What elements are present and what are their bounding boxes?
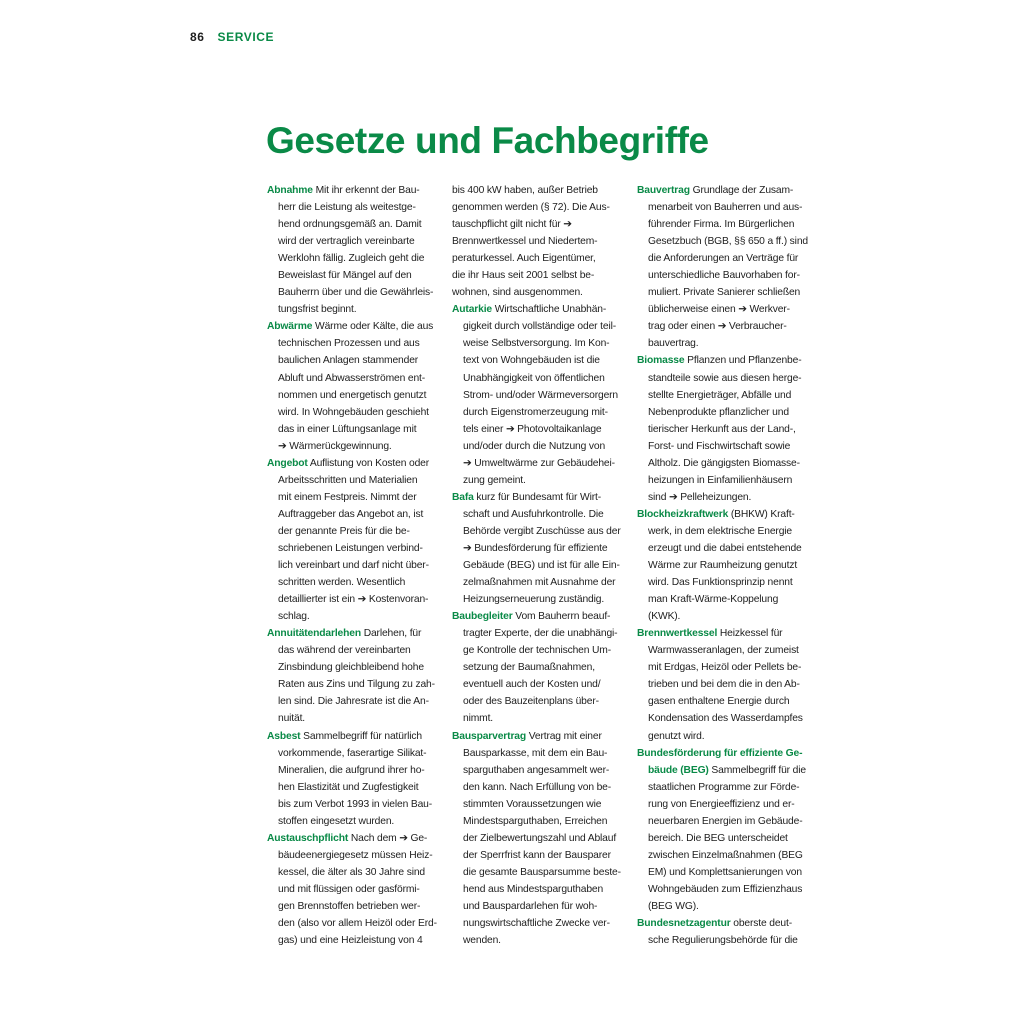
definition-line: erzeugt und die dabei entstehende bbox=[648, 542, 802, 554]
definition-line: Gesetzbuch (BGB, §§ 650 a ff.) sind bbox=[648, 236, 808, 248]
definition-line: tragter Experte, der die unabhängi- bbox=[463, 628, 618, 640]
definition-text: oberste deut- bbox=[730, 918, 792, 930]
definition-line: kessel, die älter als 30 Jahre sind bbox=[278, 866, 425, 878]
definition-line: Nebenprodukte pflanzlicher und bbox=[648, 406, 789, 418]
definition-line: sparguthaben angesammelt wer- bbox=[463, 764, 610, 776]
definition-line: tungsfrist beginnt. bbox=[278, 304, 357, 316]
definition-text: Auflistung von Kosten oder bbox=[307, 457, 430, 469]
definition-text: Darlehen, für bbox=[360, 628, 422, 640]
definition-line: Behörde vergibt Zuschüsse aus der bbox=[463, 525, 621, 537]
definition-line: die gesamte Bausparsumme beste- bbox=[463, 866, 621, 878]
definition-line: wird. In Wohngebäuden geschieht bbox=[278, 406, 429, 418]
definition-line: den (also vor allem Heizöl oder Erd- bbox=[278, 918, 437, 930]
definition-text: Vertrag mit einer bbox=[526, 730, 602, 742]
definition-line: werk, in dem elektrische Energie bbox=[648, 525, 792, 537]
glossary-entry bbox=[637, 182, 809, 352]
definition-line: Mineralien, die aufgrund ihrer ho- bbox=[278, 764, 425, 776]
definition-line: ge Kontrolle der technischen Um- bbox=[463, 645, 612, 657]
definition-line: nommen und energetisch genutzt bbox=[278, 389, 427, 401]
definition-line: Warmwasseranlagen, der zumeist bbox=[648, 645, 799, 657]
definition-line: wohnen, sind ausgenommen. bbox=[452, 287, 583, 299]
definition-line: eventuell auch der Kosten und/ bbox=[463, 679, 601, 691]
definition-line: vorkommende, faserartige Silikat- bbox=[278, 747, 427, 759]
definition-line: Gebäude (BEG) und ist für alle Ein- bbox=[463, 560, 620, 572]
glossary-term: Bauvertrag bbox=[637, 185, 690, 196]
definition-line: staatlichen Programme zur Förde- bbox=[648, 781, 800, 793]
definition-line: wird der vertraglich vereinbarte bbox=[278, 236, 415, 248]
glossary-term: Bundesnetzagentur bbox=[637, 918, 731, 930]
definition-line: Bauherrn über und die Gewährleis- bbox=[278, 287, 434, 299]
definition-line: Heizungserneuerung zuständig. bbox=[463, 594, 605, 606]
definition-line: Brennwertkessel und Niedertem- bbox=[452, 236, 598, 248]
glossary-column-1 bbox=[267, 182, 437, 949]
definition-line: technischen Prozessen und aus bbox=[278, 338, 420, 350]
definition-text: Heizkessel für bbox=[717, 628, 783, 640]
entry-line bbox=[452, 728, 622, 745]
entry-line bbox=[267, 625, 437, 642]
entry-line bbox=[267, 455, 437, 472]
definition-line: gen Brennstoffen betrieben wer- bbox=[278, 900, 421, 912]
glossary-entry bbox=[637, 915, 809, 949]
definition-line: schritten werden. Wesentlich bbox=[278, 577, 406, 589]
definition-line: bereich. Die BEG unterscheidet bbox=[648, 832, 788, 844]
definition-line: standteile sowie aus diesen herge- bbox=[648, 372, 802, 384]
definition-text: Grundlage der Zusam- bbox=[689, 185, 794, 196]
definition-line: Altholz. Die gängigsten Biomasse- bbox=[648, 457, 800, 469]
definition-line: und/oder durch die Nutzung von bbox=[463, 440, 606, 452]
definition-line: Kondensation des Wasserdampfes bbox=[648, 713, 803, 725]
glossary-term: bäude (BEG) bbox=[648, 764, 709, 776]
definition-line: trag oder einen ➔ Verbraucher- bbox=[648, 321, 787, 333]
definition-line: wird. Das Funktionsprinzip nennt bbox=[648, 577, 793, 589]
glossary-term: Biomasse bbox=[637, 355, 685, 367]
glossary-entry bbox=[267, 830, 437, 949]
definition-line: Abluft und Abwasserströmen ent- bbox=[278, 372, 426, 384]
definition-line: bis 400 kW haben, außer Betrieb bbox=[452, 185, 598, 196]
definition-text: Wirtschaftliche Unabhän- bbox=[492, 304, 607, 316]
glossary-term: Abwärme bbox=[267, 321, 313, 333]
definition-line: sind ➔ Pelleheizungen. bbox=[648, 491, 752, 503]
definition-line: üblicherweise einen ➔ Werkver- bbox=[648, 304, 790, 316]
definition-line: Wärme zur Raumheizung genutzt bbox=[648, 560, 798, 572]
glossary-entry bbox=[637, 352, 809, 505]
definition-line: baulichen Anlagen stammender bbox=[278, 355, 419, 367]
definition-line: und Bauspardarlehen für woh- bbox=[463, 900, 598, 912]
glossary-entry bbox=[452, 728, 622, 950]
entry-line bbox=[267, 182, 437, 199]
entry-line bbox=[267, 318, 437, 335]
definition-line: Auftraggeber das Angebot an, ist bbox=[278, 508, 424, 520]
definition-line: schriebenen Leistungen verbind- bbox=[278, 542, 423, 554]
definition-line: Arbeitsschritten und Materialien bbox=[278, 474, 418, 486]
definition-line: stoffen eingesetzt wurden. bbox=[278, 815, 395, 827]
definition-line: der genannte Preis für die be- bbox=[278, 525, 410, 537]
glossary-term: Bundesförderung für effiziente Ge- bbox=[637, 747, 803, 759]
definition-line: heizungen in Einfamilienhäusern bbox=[648, 474, 793, 486]
entry-line bbox=[452, 608, 622, 625]
entry-line bbox=[637, 352, 809, 369]
definition-line: zelmaßnahmen mit Ausnahme der bbox=[463, 577, 616, 589]
definition-line: durch Eigenstromerzeugung mit- bbox=[463, 406, 608, 418]
definition-line: genutzt wird. bbox=[648, 730, 705, 742]
definition-line: nuität. bbox=[278, 713, 306, 725]
definition-line: ➔ Wärmerückgewinnung. bbox=[278, 440, 392, 452]
definition-line: zung gemeint. bbox=[463, 474, 526, 486]
glossary-column-3 bbox=[637, 182, 809, 949]
definition-line: und mit flüssigen oder gasförmi- bbox=[278, 883, 420, 895]
definition-line: gas) und eine Heizleistung von 4 bbox=[278, 935, 423, 947]
definition-line: trieben und bei dem die in den Ab- bbox=[648, 679, 800, 691]
entry-line bbox=[637, 506, 809, 523]
glossary-entry bbox=[267, 625, 437, 727]
definition-line: genommen werden (§ 72). Die Aus- bbox=[452, 202, 610, 214]
definition-line: hen Elastizität und Zugfestigkeit bbox=[278, 781, 419, 793]
definition-line: sche Regulierungsbehörde für die bbox=[648, 935, 798, 947]
definition-line: Raten aus Zins und Tilgung zu zah- bbox=[278, 679, 435, 691]
glossary-term: Brennwertkessel bbox=[637, 628, 718, 640]
glossary-term: Angebot bbox=[267, 457, 308, 469]
definition-line: schaft und Ausfuhrkontrolle. Die bbox=[463, 508, 604, 520]
definition-line: neuerbaren Energien im Gebäude- bbox=[648, 815, 803, 827]
definition-line: gigkeit durch vollständige oder teil- bbox=[463, 321, 616, 333]
definition-line: zwischen Einzelmaßnahmen (BEG bbox=[648, 849, 803, 861]
definition-line: menarbeit von Bauherren und aus- bbox=[648, 202, 803, 214]
definition-line: (KWK). bbox=[648, 611, 681, 623]
definition-line: muliert. Private Sanierer schließen bbox=[648, 287, 801, 299]
definition-line: bauvertrag. bbox=[648, 338, 699, 350]
definition-line: das während der vereinbarten bbox=[278, 645, 411, 657]
glossary-term: Asbest bbox=[267, 730, 301, 742]
glossary-term: Austauschpflicht bbox=[267, 832, 349, 844]
definition-line: Wohngebäuden zum Effizienzhaus bbox=[648, 883, 803, 895]
definition-text: Vom Bauherrn beauf- bbox=[512, 611, 611, 623]
definition-line: Unabhängigkeit von öffentlichen bbox=[463, 372, 605, 384]
glossary-term: Blockheizkraftwerk bbox=[637, 508, 729, 520]
glossary-term: Bausparvertrag bbox=[452, 730, 527, 742]
definition-line: die ihr Haus seit 2001 selbst be- bbox=[452, 270, 595, 282]
glossary-entry bbox=[267, 182, 437, 318]
definition-line: detaillierter ist ein ➔ Kostenvoran- bbox=[278, 594, 429, 606]
definition-text: Wärme oder Kälte, die aus bbox=[312, 321, 434, 333]
definition-line: len sind. Die Jahresrate ist die An- bbox=[278, 696, 429, 708]
definition-line: setzung der Baumaßnahmen, bbox=[463, 662, 595, 674]
glossary-term: Baubegleiter bbox=[452, 611, 513, 623]
definition-line: Beweislast für Mängel auf den bbox=[278, 270, 412, 282]
definition-line: hend ordnungsgemäß an. Damit bbox=[278, 219, 422, 231]
definition-line: Forst- und Fischwirtschaft sowie bbox=[648, 440, 791, 452]
definition-line: führender Firma. Im Bürgerlichen bbox=[648, 219, 795, 231]
glossary-entry bbox=[637, 625, 809, 744]
glossary-entry bbox=[637, 745, 809, 915]
definition-line: der Zielbewertungszahl und Ablauf bbox=[463, 832, 617, 844]
definition-line: mit Erdgas, Heizöl oder Pellets be- bbox=[648, 662, 802, 674]
definition-line: man Kraft-Wärme-Koppelung bbox=[648, 594, 779, 606]
definition-line: schlag. bbox=[278, 611, 310, 623]
glossary-term: Annuitätendarlehen bbox=[267, 628, 361, 640]
page-number: 86 bbox=[190, 30, 205, 44]
glossary-term: Abnahme bbox=[267, 185, 313, 196]
entry-line bbox=[267, 830, 437, 847]
definition-line: Strom- und/oder Wärmeversorgern bbox=[463, 389, 619, 401]
definition-line: ➔ Umweltwärme zur Gebäudehei- bbox=[463, 457, 615, 469]
entry-line bbox=[637, 182, 809, 199]
definition-line: Werklohn fällig. Zugleich geht die bbox=[278, 253, 425, 265]
definition-line: nungswirtschaftliche Zwecke ver- bbox=[463, 918, 610, 930]
definition-line: EM) und Komplettsanierungen von bbox=[648, 866, 802, 878]
running-head bbox=[190, 30, 274, 44]
definition-line: den kann. Nach Erfüllung von be- bbox=[463, 781, 612, 793]
definition-text: Nach dem ➔ Ge- bbox=[348, 832, 428, 844]
definition-text: Mit ihr erkennt der Bau- bbox=[312, 185, 420, 196]
glossary-entry bbox=[267, 728, 437, 830]
definition-line: Zinsbindung gleichbleibend hohe bbox=[278, 662, 424, 674]
definition-line: bis zum Verbot 1993 in vielen Bau- bbox=[278, 798, 433, 810]
definition-line: tauschpflicht gilt nicht für ➔ bbox=[452, 219, 572, 231]
definition-text: Sammelbegriff für natürlich bbox=[300, 730, 422, 742]
definition-text: Sammelbegriff für die bbox=[708, 764, 806, 776]
definition-text: kurz für Bundesamt für Wirt- bbox=[473, 491, 601, 503]
glossary-term: Autarkie bbox=[452, 304, 493, 316]
definition-line: die Anforderungen an Verträge für bbox=[648, 253, 799, 265]
page-title: Gesetze und Fachbegriffe bbox=[266, 120, 709, 161]
entry-line bbox=[637, 625, 809, 642]
definition-line: wenden. bbox=[463, 935, 501, 947]
definition-line: nimmt. bbox=[463, 713, 493, 725]
entry-line bbox=[637, 915, 809, 932]
glossary-entry bbox=[452, 608, 622, 727]
entry-line bbox=[452, 489, 622, 506]
glossary-entry bbox=[452, 182, 622, 301]
glossary-entry bbox=[452, 301, 622, 489]
entry-line bbox=[637, 762, 809, 779]
definition-line: hend aus Mindestsparguthaben bbox=[463, 883, 604, 895]
definition-line: stimmten Voraussetzungen wie bbox=[463, 798, 602, 810]
definition-line: stellte Energieträger, Abfälle und bbox=[648, 389, 792, 401]
definition-line: mit einem Festpreis. Nimmt der bbox=[278, 491, 417, 503]
definition-line: herr die Leistung als weitestge- bbox=[278, 202, 416, 214]
definition-text: (BHKW) Kraft- bbox=[728, 508, 795, 520]
definition-line: das in einer Lüftungsanlage mit bbox=[278, 423, 417, 435]
definition-line: gasen enthaltene Energie durch bbox=[648, 696, 790, 708]
definition-line: ➔ Bundesförderung für effiziente bbox=[463, 542, 608, 554]
definition-line: text von Wohngebäuden ist die bbox=[463, 355, 600, 367]
definition-line: lich vereinbart und darf nicht über- bbox=[278, 560, 429, 572]
glossary-column-2 bbox=[452, 182, 622, 949]
definition-line: oder des Bauzeitenplans über- bbox=[463, 696, 599, 708]
definition-line: rung von Energieeffizienz und er- bbox=[648, 798, 795, 810]
definition-line: der Sperrfrist kann der Bausparer bbox=[463, 849, 611, 861]
entry-line bbox=[637, 745, 809, 762]
glossary-entry bbox=[267, 455, 437, 625]
definition-line: weise Selbstversorgung. Im Kon- bbox=[463, 338, 610, 350]
definition-line: bäudeenergiegesetz müssen Heiz- bbox=[278, 849, 433, 861]
definition-line: tierischer Herkunft aus der Land-, bbox=[648, 423, 796, 435]
definition-line: (BEG WG). bbox=[648, 900, 699, 912]
entry-line bbox=[267, 728, 437, 745]
definition-line: unterschiedliche Bauvorhaben for- bbox=[648, 270, 800, 282]
definition-line: Mindestsparguthaben, Erreichen bbox=[463, 815, 608, 827]
glossary-term: Bafa bbox=[452, 491, 474, 503]
glossary-entry bbox=[267, 318, 437, 454]
definition-line: peraturkessel. Auch Eigentümer, bbox=[452, 253, 596, 265]
definition-line: tels einer ➔ Photovoltaikanlage bbox=[463, 423, 602, 435]
glossary-entry bbox=[452, 489, 622, 608]
section-label: SERVICE bbox=[217, 30, 275, 44]
glossary-entry bbox=[637, 506, 809, 625]
definition-text: Pflanzen und Pflanzenbe- bbox=[684, 355, 802, 367]
definition-line: Bausparkasse, mit dem ein Bau- bbox=[463, 747, 608, 759]
entry-line bbox=[452, 301, 622, 318]
